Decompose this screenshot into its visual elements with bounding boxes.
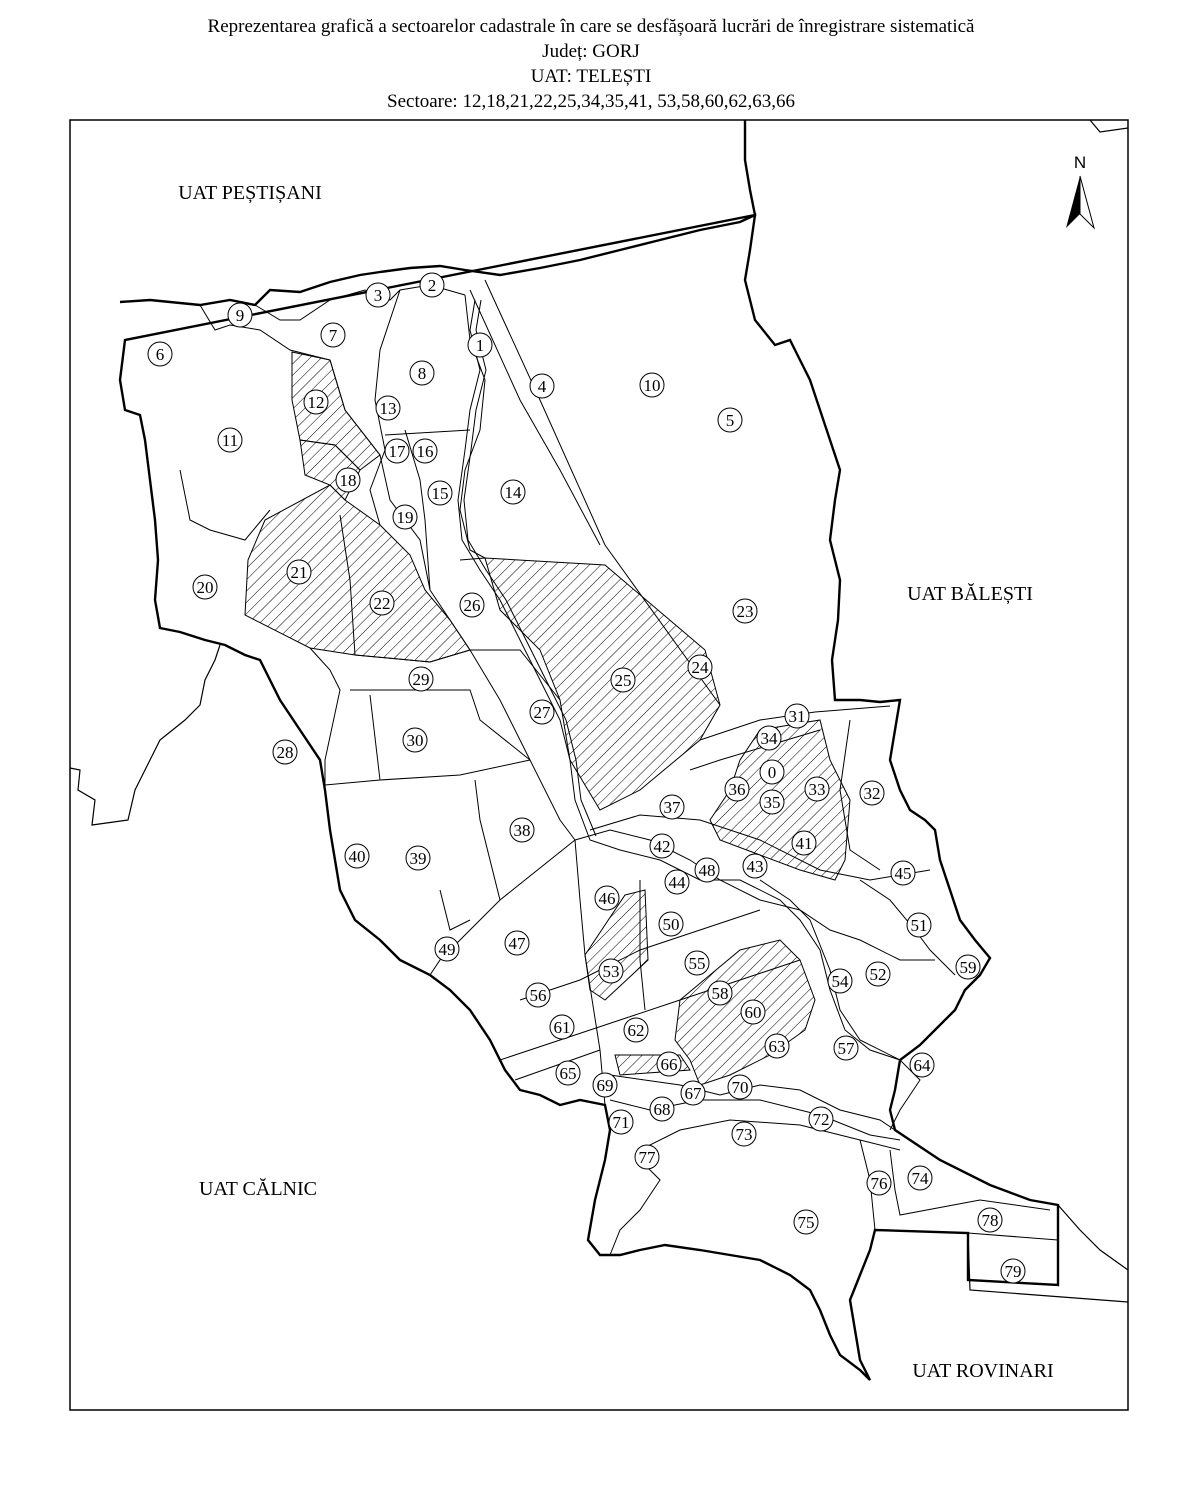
sector-label-44 <box>665 870 689 894</box>
sector-number: 45 <box>894 864 912 883</box>
sector-label-61 <box>550 1015 574 1039</box>
sector-number: 50 <box>662 915 680 934</box>
neighbor-pestisani-label: UAT PEȘTIȘANI <box>178 182 322 204</box>
sector-label-16 <box>413 439 437 463</box>
sector-label-57 <box>834 1036 858 1060</box>
sector-number: 5 <box>725 411 735 430</box>
sector-label-34 <box>757 726 781 750</box>
sector-label-18 <box>336 468 360 492</box>
sector-number: 75 <box>797 1213 815 1232</box>
county-label: Județ: GORJ <box>542 41 640 62</box>
neighbor-calnic-label: UAT CĂLNIC <box>199 1178 317 1200</box>
sector-label-32 <box>860 781 884 805</box>
sector-number: 69 <box>596 1076 614 1095</box>
sector-label-69 <box>593 1073 617 1097</box>
sector-label-56 <box>526 983 550 1007</box>
sector-number: 55 <box>688 954 706 973</box>
sector-number: 73 <box>735 1125 753 1144</box>
sector-label-53 <box>599 959 623 983</box>
sector-number: 54 <box>831 972 849 991</box>
sector-number: 76 <box>870 1174 888 1193</box>
sector-number: 44 <box>668 873 686 892</box>
sector-label-31 <box>785 704 809 728</box>
north-arrow-icon <box>1066 153 1094 228</box>
sector-label-1 <box>468 333 492 357</box>
sector-label-36 <box>725 777 749 801</box>
sector-number: 64 <box>913 1056 931 1075</box>
sector-number: 33 <box>808 780 826 799</box>
sector-number: 58 <box>711 984 729 1003</box>
sector-label-17 <box>385 439 409 463</box>
sector-number: 79 <box>1004 1262 1022 1281</box>
sector-number: 1 <box>475 336 485 355</box>
sectors-label: Sectoare: 12,18,21,22,25,34,35,41, 53,58,60,62,63,66 <box>387 91 795 112</box>
sector-label-39 <box>406 846 430 870</box>
sector-number: 52 <box>869 965 887 984</box>
sector-label-29 <box>409 667 433 691</box>
sector-label-58 <box>708 981 732 1005</box>
sector-number: 17 <box>388 442 406 461</box>
sector-number: 16 <box>416 442 434 461</box>
sector-label-22 <box>370 591 394 615</box>
sector-label-9 <box>228 303 252 327</box>
sector-label-21 <box>287 560 311 584</box>
sector-number: 72 <box>812 1110 830 1129</box>
uat-label: UAT: TELEȘTI <box>530 66 652 87</box>
sector-label-48 <box>695 858 719 882</box>
sector-number: 59 <box>959 958 977 977</box>
sector-label-50 <box>659 912 683 936</box>
sector-label-79 <box>1001 1259 1025 1283</box>
sector-label-67 <box>681 1081 705 1105</box>
sector-number: 38 <box>513 821 531 840</box>
sector-label-35 <box>760 790 784 814</box>
sector-number: 37 <box>663 798 681 817</box>
sector-label-5 <box>718 408 742 432</box>
sector-label-74 <box>908 1166 932 1190</box>
sector-label-43 <box>743 854 767 878</box>
sector-label-10 <box>640 373 664 397</box>
sector-label-63 <box>765 1034 789 1058</box>
sector-number: 36 <box>728 780 746 799</box>
sector-label-28 <box>273 740 297 764</box>
sector-number: 6 <box>155 345 165 364</box>
sector-number: 10 <box>643 376 661 395</box>
sector-label-23 <box>733 599 757 623</box>
sector-number: 47 <box>508 934 526 953</box>
sector-number: 28 <box>276 743 294 762</box>
sector-number: 25 <box>614 671 632 690</box>
sector-number: 4 <box>537 377 547 396</box>
sector-label-78 <box>978 1208 1002 1232</box>
sector-label-42 <box>650 834 674 858</box>
sector-label-38 <box>510 818 534 842</box>
sector-label-73 <box>732 1122 756 1146</box>
sector-label-30 <box>403 728 427 752</box>
sector-label-55 <box>685 951 709 975</box>
sector-number: 57 <box>837 1039 855 1058</box>
sector-number: 77 <box>638 1148 656 1167</box>
sector-label-14 <box>501 480 525 504</box>
sector-number: 65 <box>559 1064 577 1083</box>
sector-number: 12 <box>307 393 325 412</box>
map-title: Reprezentarea grafică a sectoarelor cadastrale în care se desfășoară lucrări de înregistrare sistematică <box>207 16 975 37</box>
sector-label-72 <box>809 1107 833 1131</box>
sector-label-25 <box>611 668 635 692</box>
sector-number: 42 <box>653 837 671 856</box>
sector-label-3 <box>366 283 390 307</box>
sector-label-54 <box>828 969 852 993</box>
sector-label-12 <box>304 390 328 414</box>
sector-number: 31 <box>788 707 806 726</box>
sector-label-13 <box>376 396 400 420</box>
sector-number: 63 <box>768 1037 786 1056</box>
sector-number: 41 <box>795 834 813 853</box>
sector-label-24 <box>688 655 712 679</box>
sector-number: 11 <box>221 431 239 450</box>
sector-number: 49 <box>438 940 456 959</box>
sector-number: 8 <box>417 364 427 383</box>
sector-label-76 <box>867 1171 891 1195</box>
sector-label-20 <box>193 575 217 599</box>
sector-label-66 <box>657 1052 681 1076</box>
sector-label-15 <box>428 481 452 505</box>
sector-number: 62 <box>627 1021 645 1040</box>
sector-label-77 <box>635 1145 659 1169</box>
sector-number: 67 <box>684 1084 702 1103</box>
sector-number: 30 <box>406 731 424 750</box>
sector-number: 68 <box>653 1100 671 1119</box>
neighbor-balesti-label: UAT BĂLEȘTI <box>907 583 1033 605</box>
sector-label-37 <box>660 795 684 819</box>
sector-number: 0 <box>767 763 777 782</box>
sector-label-2 <box>420 273 444 297</box>
sector-label-65 <box>556 1061 580 1085</box>
sector-number: 22 <box>373 594 391 613</box>
sector-number: 35 <box>763 793 781 812</box>
sector-number: 74 <box>911 1169 929 1188</box>
sector-number: 60 <box>744 1003 762 1022</box>
sector-number: 43 <box>746 857 764 876</box>
sector-number: 15 <box>431 484 449 503</box>
sector-number: 26 <box>463 596 481 615</box>
sector-label-7 <box>321 323 345 347</box>
sector-label-11 <box>218 428 242 452</box>
sector-label-75 <box>794 1210 818 1234</box>
sector-label-33 <box>805 777 829 801</box>
sector-label-49 <box>435 937 459 961</box>
sector-number: 53 <box>602 962 620 981</box>
sector-number: 39 <box>409 849 427 868</box>
sector-label-40 <box>345 844 369 868</box>
sector-number: 24 <box>691 658 709 677</box>
sector-number: 48 <box>698 861 716 880</box>
sector-number: 51 <box>910 916 928 935</box>
north-arrow-label: N <box>1073 153 1087 172</box>
sector-label-27 <box>530 700 554 724</box>
sector-number: 71 <box>612 1113 630 1132</box>
sector-label-26 <box>460 593 484 617</box>
sector-number: 21 <box>290 563 308 582</box>
sector-number: 20 <box>196 578 214 597</box>
sector-number: 34 <box>760 729 778 748</box>
sector-number: 19 <box>396 508 414 527</box>
sector-label-71 <box>609 1110 633 1134</box>
sector-number: 7 <box>328 326 338 345</box>
sector-number: 78 <box>981 1211 999 1230</box>
sector-number: 70 <box>731 1078 749 1097</box>
sector-number: 27 <box>533 703 551 722</box>
sector-label-0 <box>760 760 784 784</box>
sector-number: 66 <box>660 1055 678 1074</box>
sector-number: 23 <box>736 602 754 621</box>
sector-label-19 <box>393 505 417 529</box>
sector-number: 13 <box>379 399 397 418</box>
sector-label-47 <box>505 931 529 955</box>
sector-number: 2 <box>427 276 437 295</box>
sector-label-64 <box>910 1053 934 1077</box>
neighbor-rovinari-label: UAT ROVINARI <box>912 1360 1054 1382</box>
sector-label-41 <box>792 831 816 855</box>
sector-label-62 <box>624 1018 648 1042</box>
sector-label-4 <box>530 374 554 398</box>
sector-label-51 <box>907 913 931 937</box>
sector-number: 56 <box>529 986 547 1005</box>
sector-label-68 <box>650 1097 674 1121</box>
sector-label-52 <box>866 962 890 986</box>
sector-label-45 <box>891 861 915 885</box>
sector-number: 18 <box>339 471 357 490</box>
sector-number: 40 <box>348 847 366 866</box>
sector-label-46 <box>595 886 619 910</box>
sector-number: 32 <box>863 784 881 803</box>
sector-number: 3 <box>373 286 383 305</box>
sector-number: 46 <box>598 889 616 908</box>
sector-number: 61 <box>553 1018 571 1037</box>
sector-number: 14 <box>504 483 522 502</box>
sector-label-60 <box>741 1000 765 1024</box>
sector-number: 29 <box>412 670 430 689</box>
sector-label-6 <box>148 342 172 366</box>
sector-label-8 <box>410 361 434 385</box>
sector-number: 9 <box>235 306 245 325</box>
sector-label-70 <box>728 1075 752 1099</box>
sector-label-59 <box>956 955 980 979</box>
